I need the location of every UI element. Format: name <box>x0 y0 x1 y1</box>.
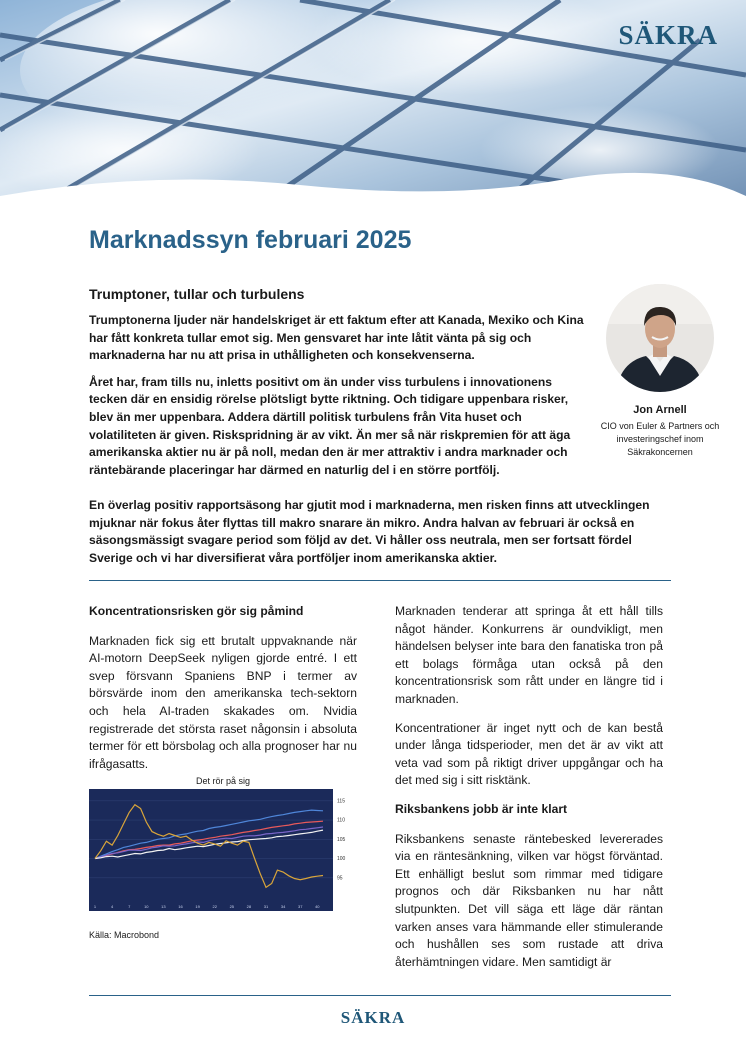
chart-source: Källa: Macrobond <box>89 930 160 940</box>
chart-y-tick-label: 110 <box>337 817 345 824</box>
intro-paragraph-3: En överlag positiv rapportsäsong har gjutit mod i marknaderna, men risken finns att utvecklingen mjuknar när fokus åter flyttas till makro snarare än mikro. Andra halvan av februari är också en säsongsmässigt svagare period som följd av det. Vi håller oss neutrala, men ser fortsatt fördel Sverige och vi har diversifierat våra portföljer inom amerikanska aktier. <box>89 498 650 565</box>
riksbank-heading: Riksbankens jobb är inte klart <box>395 801 568 816</box>
portrait-illustration <box>606 284 714 392</box>
chart-title: Det rör på sig <box>195 776 251 786</box>
brand-logo-bottom: SÄKRA <box>340 1008 406 1027</box>
chart-y-tick-label: 95 <box>337 875 343 882</box>
line-chart <box>89 789 357 919</box>
author-name: Jon Arnell <box>633 404 687 416</box>
chart-x-tick-label: 4 <box>110 904 114 909</box>
chart-x-tick-label: 10 <box>144 904 149 909</box>
page-title: Marknadssyn februari 2025 <box>89 226 412 254</box>
chart-x-tick-label: 34 <box>280 904 286 909</box>
right-column-paragraph-1: Marknaden tenderar att springa åt ett håll tills något händer. Konkurrens är oundvikligt, men händelsen belyser inte bara den fanatiska tron på ett bolags förmåga utan också på den koncentrationsrisk som rått under en längre tid i marknaden. <box>395 604 663 706</box>
chart-x-tick-label: 7 <box>128 904 131 909</box>
chart-x-tick-label: 25 <box>229 904 235 909</box>
right-column-paragraph-2: Koncentrationer är inget nytt och de kan bestå under långa tidsperioder, men det är av vikt att veta vad som på riktigt driver uppgångar och ha det med sig i sitt risktänk. <box>395 720 663 788</box>
brand-logo-top: SÄKRA <box>618 20 718 50</box>
divider-bottom <box>89 995 671 996</box>
chart-x-tick-label: 19 <box>195 904 200 909</box>
intro-paragraph-1: Trumptonerna ljuder när handelskriget är ett faktum efter att Kanada, Mexiko och Kina har fått konkreta tullar emot sig. Men gensvaret har inte låtit vänta på sig och marknaderna har nu att prisa in uthålligheten och konsekvenserna. <box>89 313 584 363</box>
intro-paragraph-2: Året har, fram tills nu, inletts positivt om än under viss turbulens i innovationens tecken där en ensidig rörelse plötsligt bytte riktning. Och tidigare uppenbara risker, blev än mer uppenbara. Addera därtill politisk turbulens från Vita huset och volatiliteten är given. Riskspridning är av vikt. Än mer så när riskpremien för att äga amerikanska aktier nu är på noll, medan den är mer attraktiv i andra marknader och räntebärande placeringar har därmed en naturlig del i en större portfölj. <box>89 374 571 477</box>
chart-x-tick-label: 40 <box>315 904 320 909</box>
left-column <box>89 603 357 784</box>
right-column <box>395 603 663 982</box>
author-portrait <box>606 284 714 392</box>
divider-top <box>89 580 671 581</box>
intro-text <box>89 312 584 488</box>
author-role: CIO von Euler & Partners och investeringschef inom Säkrakoncernen <box>600 421 720 457</box>
chart-x-tick-label: 13 <box>161 904 166 909</box>
chart-container <box>89 776 357 924</box>
chart-x-tick-label: 16 <box>178 904 183 909</box>
left-column-heading: Koncentrationsrisken gör sig påmind <box>89 604 304 618</box>
chart-y-tick-label: 115 <box>337 798 345 805</box>
chart-x-tick-label: 22 <box>212 904 217 909</box>
left-column-paragraph: Marknaden fick sig ett brutalt uppvaknande när AI-motorn DeepSeek nyligen gjorde entré. I ett svep försvann Spaniens BNP i termer av börsvärde inom den amerikanska tech-sektorn och hela AI-traden skakades om. Nvidia registrerade det största raset någonsin i absoluta termer för ett börsbolag och alla prognoser har nu ifrågasatts. <box>89 633 357 771</box>
right-column-paragraph-3: Riksbankens senaste räntebesked levererades via en räntesänkning, vilken var högst förväntad. Ett enhälligt beslut som rimmar med tidigare prognos och där Riksbanken nu har nått slutpunkten. Det vill säga ett läge där räntan varken anses vara hämmande eller stimulerande och hushållen ses som rustade att driva återhämtningen vidare. Men samtidigt är <box>395 831 663 969</box>
chart-x-tick-label: 28 <box>246 904 252 909</box>
chart-x-tick-label: 1 <box>93 904 97 909</box>
chart-y-tick-label: 105 <box>337 836 346 843</box>
chart-x-tick-label: 31 <box>263 904 269 909</box>
chart-x-tick-label: 37 <box>297 904 303 909</box>
chart-y-tick-label: 100 <box>337 856 346 863</box>
section-subtitle: Trumptoner, tullar och turbulens <box>89 286 305 302</box>
